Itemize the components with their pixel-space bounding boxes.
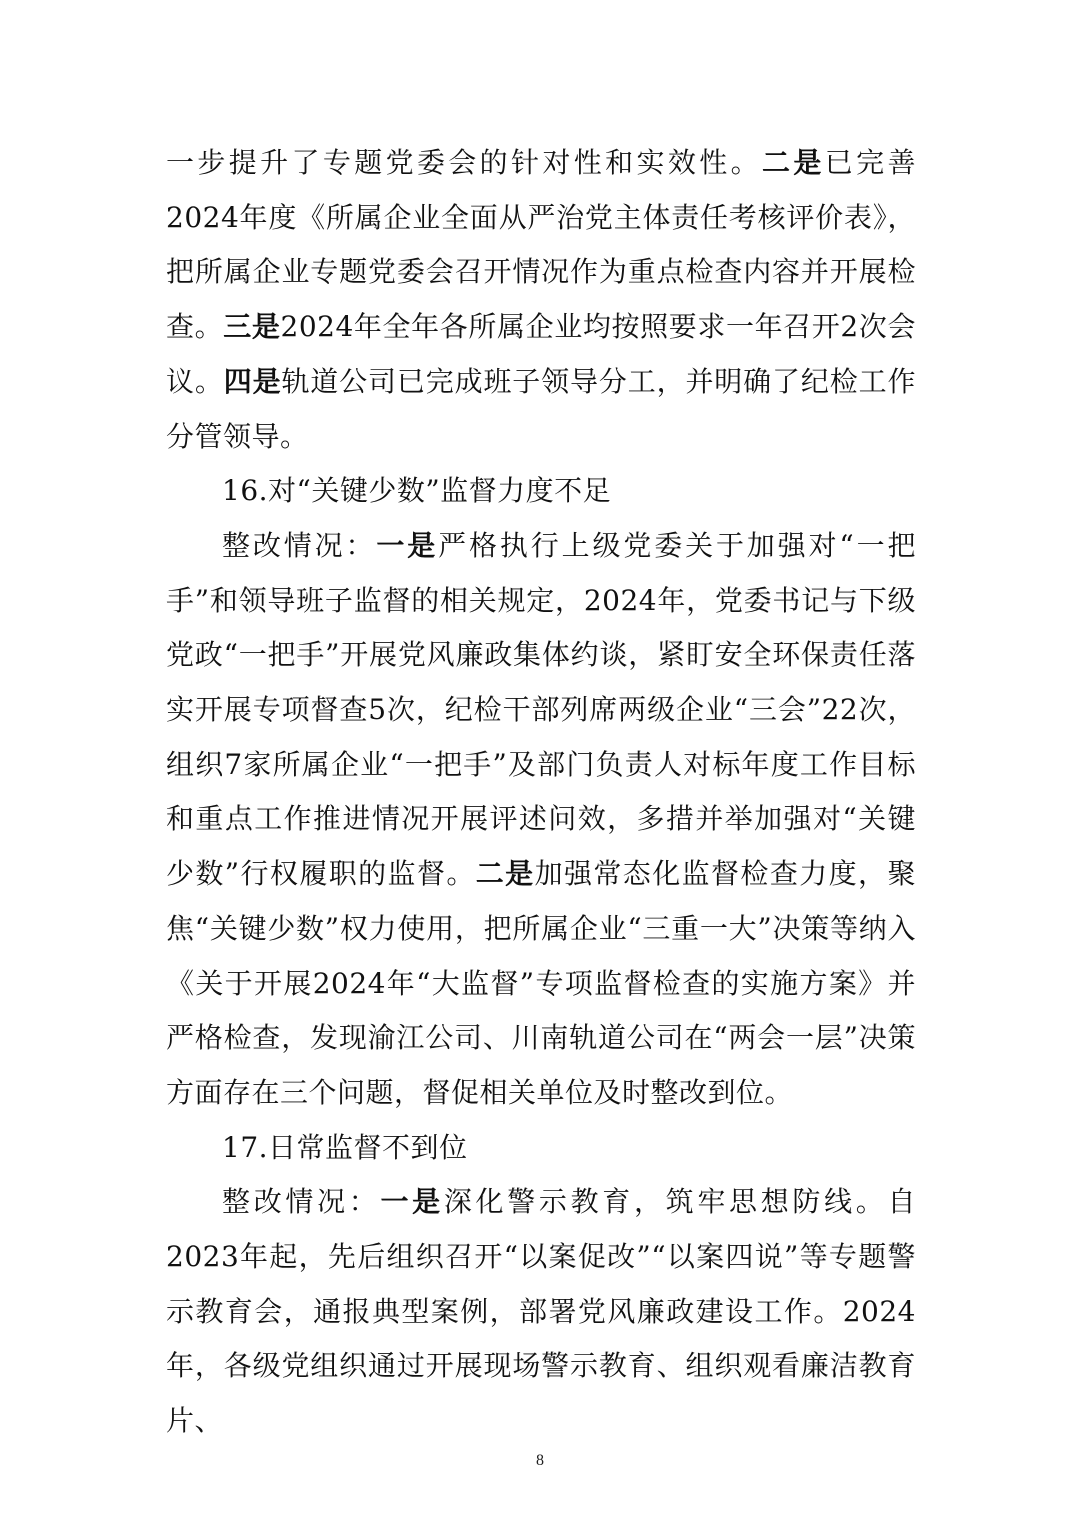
paragraph-text: 加强常态化监督检查力度，聚焦“关键少数”权力使用，把所属企业“三重一大”决策等纳入《关于开展2024年“大监督”专项监督检查的实施方案》并严格检查，发现渝江公司、川南轨道公司在“两会一层”决策方面存在三个问题，督促相关单位及时整改到位。: [166, 857, 916, 1109]
lead-marker: 四是: [223, 364, 282, 398]
paragraph: [166, 519, 916, 1121]
lead-marker: 二是: [762, 146, 825, 179]
paragraph-text: 整改情况：: [222, 1185, 381, 1219]
paragraph-text: 已完善2024年度《所属企业全面从严治党主体责任考核评价表》，把所属企业专题党委会召开情况作为重点检查内容并开展检查。: [166, 146, 916, 344]
paragraph-text: 整改情况：: [222, 528, 377, 562]
section-heading: [166, 464, 916, 519]
paragraph-text: 严格执行上级党委关于加强对“一把手”和领导班子监督的相关规定，2024年，党委书记与下级党政“一把手”开展党风廉政集体约谈，紧盯安全环保责任落实开展专项督查5次，纪检干部列席两级企业“三会”22次，组织7家所属企业“一把手”及部门负责人对标年度工作目标和重点工作推进情况开展评述问效，多措并举加强对“关键少数”行权履职的监督。: [166, 528, 916, 891]
paragraph: [166, 136, 916, 464]
lead-marker: 二是: [475, 857, 535, 891]
paragraph-text: 17.日常监督不到位: [222, 1130, 468, 1164]
paragraph-text: 轨道公司已完成班子领导分工，并明确了纪检工作分管领导。: [166, 364, 916, 453]
paragraph-text: 一步提升了专题党委会的针对性和实效性。: [166, 146, 762, 179]
section-heading: [166, 1121, 916, 1176]
paragraph-text: 16.对“关键少数”监督力度不足: [222, 474, 612, 508]
page-number: 8: [536, 1452, 544, 1469]
paragraph-text: 2024年全年各所属企业均按照要求一年召开2次会议。: [166, 310, 916, 398]
paragraph: [166, 1175, 916, 1449]
lead-marker: 三是: [223, 310, 281, 344]
document-body: [166, 136, 916, 1449]
paragraph-text: 深化警示教育，筑牢思想防线。自2023年起，先后组织召开“以案促改”“以案四说”等专题警示教育会，通报典型案例，部署党风廉政建设工作。2024年，各级党组织通过开展现场警示教育、组织观看廉洁教育片、: [166, 1185, 916, 1438]
lead-marker: 一是: [376, 528, 439, 562]
lead-marker: 一是: [380, 1185, 444, 1219]
